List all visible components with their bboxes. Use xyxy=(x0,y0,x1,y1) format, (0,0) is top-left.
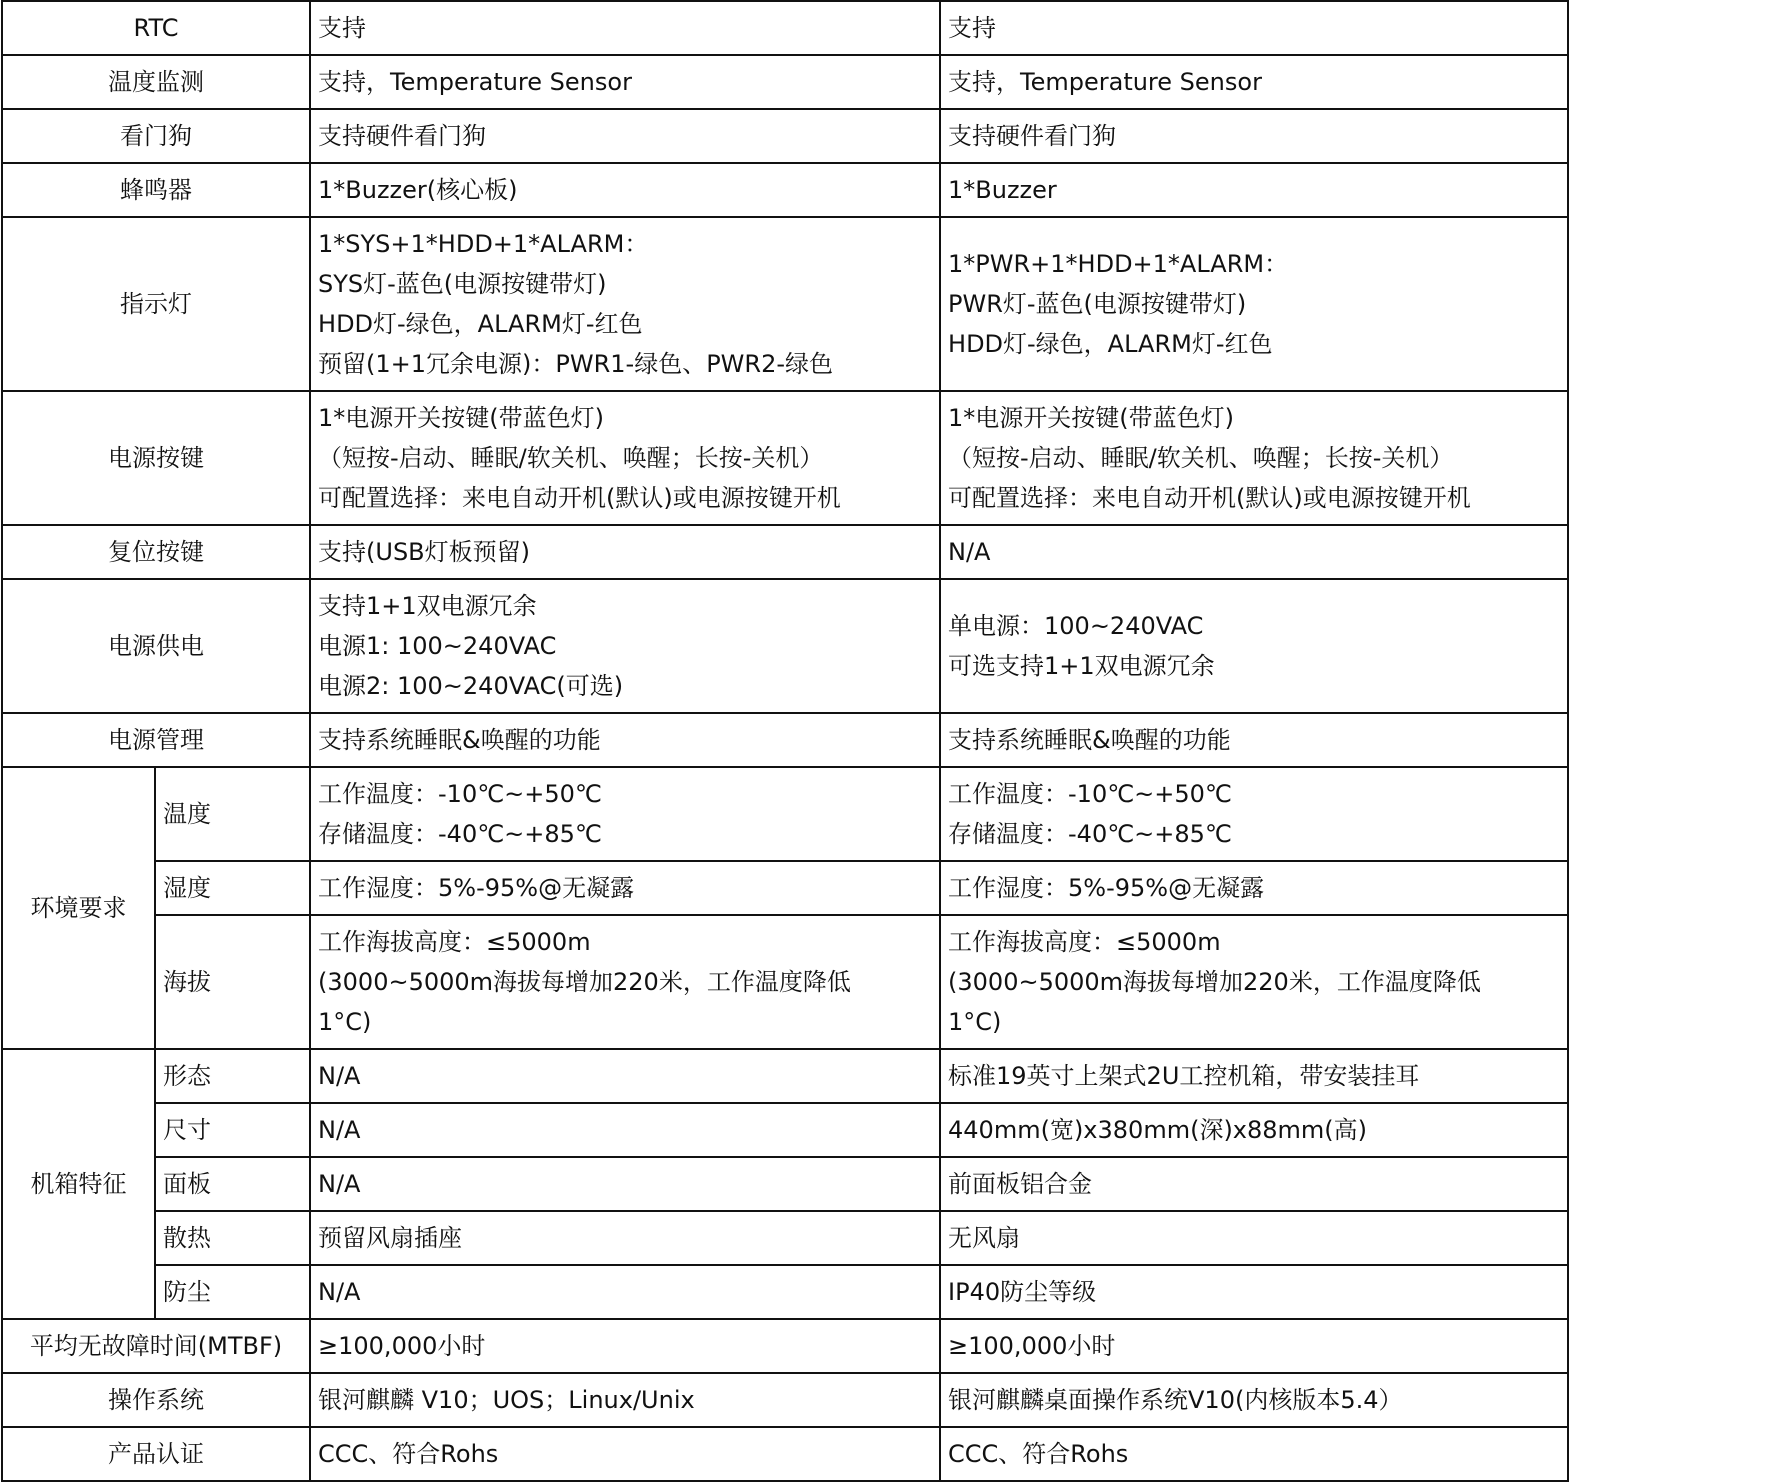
table-row xyxy=(2,1103,1568,1157)
spec-value-col1: 1*Buzzer(核心板) xyxy=(310,163,940,217)
table-row xyxy=(2,1373,1568,1427)
spec-value-col1: 1*电源开关按键(带蓝色灯) （短按-启动、睡眠/软关机、唤醒；长按-关机） 可配置选择：来电自动开机(默认)或电源按键开机 xyxy=(310,391,940,525)
table-row xyxy=(2,1,1568,55)
sub-feature-label: 防尘 xyxy=(155,1265,310,1319)
spec-value-col2: 1*电源开关按键(带蓝色灯) （短按-启动、睡眠/软关机、唤醒；长按-关机） 可配置选择：来电自动开机(默认)或电源按键开机 xyxy=(940,391,1568,525)
spec-value-col2: N/A xyxy=(940,525,1568,579)
spec-value-col1: N/A xyxy=(310,1157,940,1211)
feature-label: 电源供电 xyxy=(2,579,310,713)
spec-table xyxy=(1,0,1569,1482)
spec-value-col2: 支持，Temperature Sensor xyxy=(940,55,1568,109)
sub-feature-label: 尺寸 xyxy=(155,1103,310,1157)
group-label-environment: 环境要求 xyxy=(2,767,155,1049)
spec-value-col1: CCC、符合Rohs xyxy=(310,1427,940,1481)
table-row xyxy=(2,163,1568,217)
spec-value-col1: 支持(USB灯板预留) xyxy=(310,525,940,579)
feature-label: 看门狗 xyxy=(2,109,310,163)
table-row xyxy=(2,861,1568,915)
spec-value-col1: 银河麒麟 V10；UOS；Linux/Unix xyxy=(310,1373,940,1427)
spec-value-col2: 工作湿度：5%-95%@无凝露 xyxy=(940,861,1568,915)
table-row xyxy=(2,109,1568,163)
table-row xyxy=(2,1157,1568,1211)
sub-feature-label: 海拔 xyxy=(155,915,310,1049)
feature-label: 电源管理 xyxy=(2,713,310,767)
feature-label: 蜂鸣器 xyxy=(2,163,310,217)
table-row xyxy=(2,1427,1568,1481)
table-row xyxy=(2,1211,1568,1265)
spec-value-col2: 工作温度：-10℃~+50℃ 存储温度：-40℃~+85℃ xyxy=(940,767,1568,861)
spec-value-col1: 预留风扇插座 xyxy=(310,1211,940,1265)
spec-value-col2: 1*PWR+1*HDD+1*ALARM： PWR灯-蓝色(电源按键带灯) HDD灯-绿色，ALARM灯-红色 xyxy=(940,217,1568,391)
sub-feature-label: 温度 xyxy=(155,767,310,861)
spec-value-col2: 1*Buzzer xyxy=(940,163,1568,217)
table-row xyxy=(2,767,1568,861)
spec-value-col1: N/A xyxy=(310,1049,940,1103)
spec-value-col1: 支持1+1双电源冗余 电源1: 100~240VAC 电源2: 100~240VAC(可选) xyxy=(310,579,940,713)
table-row xyxy=(2,391,1568,525)
spec-value-col1: 支持系统睡眠&唤醒的功能 xyxy=(310,713,940,767)
table-row xyxy=(2,713,1568,767)
feature-label: 产品认证 xyxy=(2,1427,310,1481)
table-row xyxy=(2,1049,1568,1103)
table-row xyxy=(2,579,1568,713)
table-row xyxy=(2,915,1568,1049)
spec-value-col1: 支持硬件看门狗 xyxy=(310,109,940,163)
spec-value-col2: IP40防尘等级 xyxy=(940,1265,1568,1319)
spec-value-col2: 标准19英寸上架式2U工控机箱，带安装挂耳 xyxy=(940,1049,1568,1103)
feature-label: 操作系统 xyxy=(2,1373,310,1427)
spec-value-col2: ≥100,000小时 xyxy=(940,1319,1568,1373)
feature-label: 指示灯 xyxy=(2,217,310,391)
spec-value-col2: 支持 xyxy=(940,1,1568,55)
feature-label: 电源按键 xyxy=(2,391,310,525)
spec-value-col1: 支持 xyxy=(310,1,940,55)
table-row xyxy=(2,217,1568,391)
spec-value-col2: 无风扇 xyxy=(940,1211,1568,1265)
spec-value-col1: 工作湿度：5%-95%@无凝露 xyxy=(310,861,940,915)
table-row xyxy=(2,525,1568,579)
sub-feature-label: 形态 xyxy=(155,1049,310,1103)
spec-value-col1: 工作海拔高度：≤5000m (3000~5000m海拔每增加220米，工作温度降低 1°C) xyxy=(310,915,940,1049)
spec-value-col1: 支持，Temperature Sensor xyxy=(310,55,940,109)
table-row xyxy=(2,1265,1568,1319)
spec-value-col2: 支持系统睡眠&唤醒的功能 xyxy=(940,713,1568,767)
spec-value-col1: N/A xyxy=(310,1265,940,1319)
feature-label: RTC xyxy=(2,1,310,55)
feature-label: 复位按键 xyxy=(2,525,310,579)
sub-feature-label: 湿度 xyxy=(155,861,310,915)
spec-value-col1: 1*SYS+1*HDD+1*ALARM： SYS灯-蓝色(电源按键带灯) HDD灯-绿色，ALARM灯-红色 预留(1+1冗余电源)：PWR1-绿色、PWR2-绿色 xyxy=(310,217,940,391)
spec-value-col1: ≥100,000小时 xyxy=(310,1319,940,1373)
table-row xyxy=(2,1319,1568,1373)
spec-value-col2: 单电源：100~240VAC 可选支持1+1双电源冗余 xyxy=(940,579,1568,713)
table-row xyxy=(2,55,1568,109)
spec-value-col2: CCC、符合Rohs xyxy=(940,1427,1568,1481)
spec-value-col2: 440mm(宽)x380mm(深)x88mm(高) xyxy=(940,1103,1568,1157)
feature-label: 平均无故障时间(MTBF) xyxy=(2,1319,310,1373)
sub-feature-label: 面板 xyxy=(155,1157,310,1211)
spec-value-col2: 支持硬件看门狗 xyxy=(940,109,1568,163)
spec-value-col2: 前面板铝合金 xyxy=(940,1157,1568,1211)
spec-value-col2: 工作海拔高度：≤5000m (3000~5000m海拔每增加220米，工作温度降低 1°C) xyxy=(940,915,1568,1049)
sub-feature-label: 散热 xyxy=(155,1211,310,1265)
spec-value-col1: N/A xyxy=(310,1103,940,1157)
spec-value-col1: 工作温度：-10℃~+50℃ 存储温度：-40℃~+85℃ xyxy=(310,767,940,861)
feature-label: 温度监测 xyxy=(2,55,310,109)
group-label-chassis: 机箱特征 xyxy=(2,1049,155,1319)
spec-value-col2: 银河麒麟桌面操作系统V10(内核版本5.4） xyxy=(940,1373,1568,1427)
